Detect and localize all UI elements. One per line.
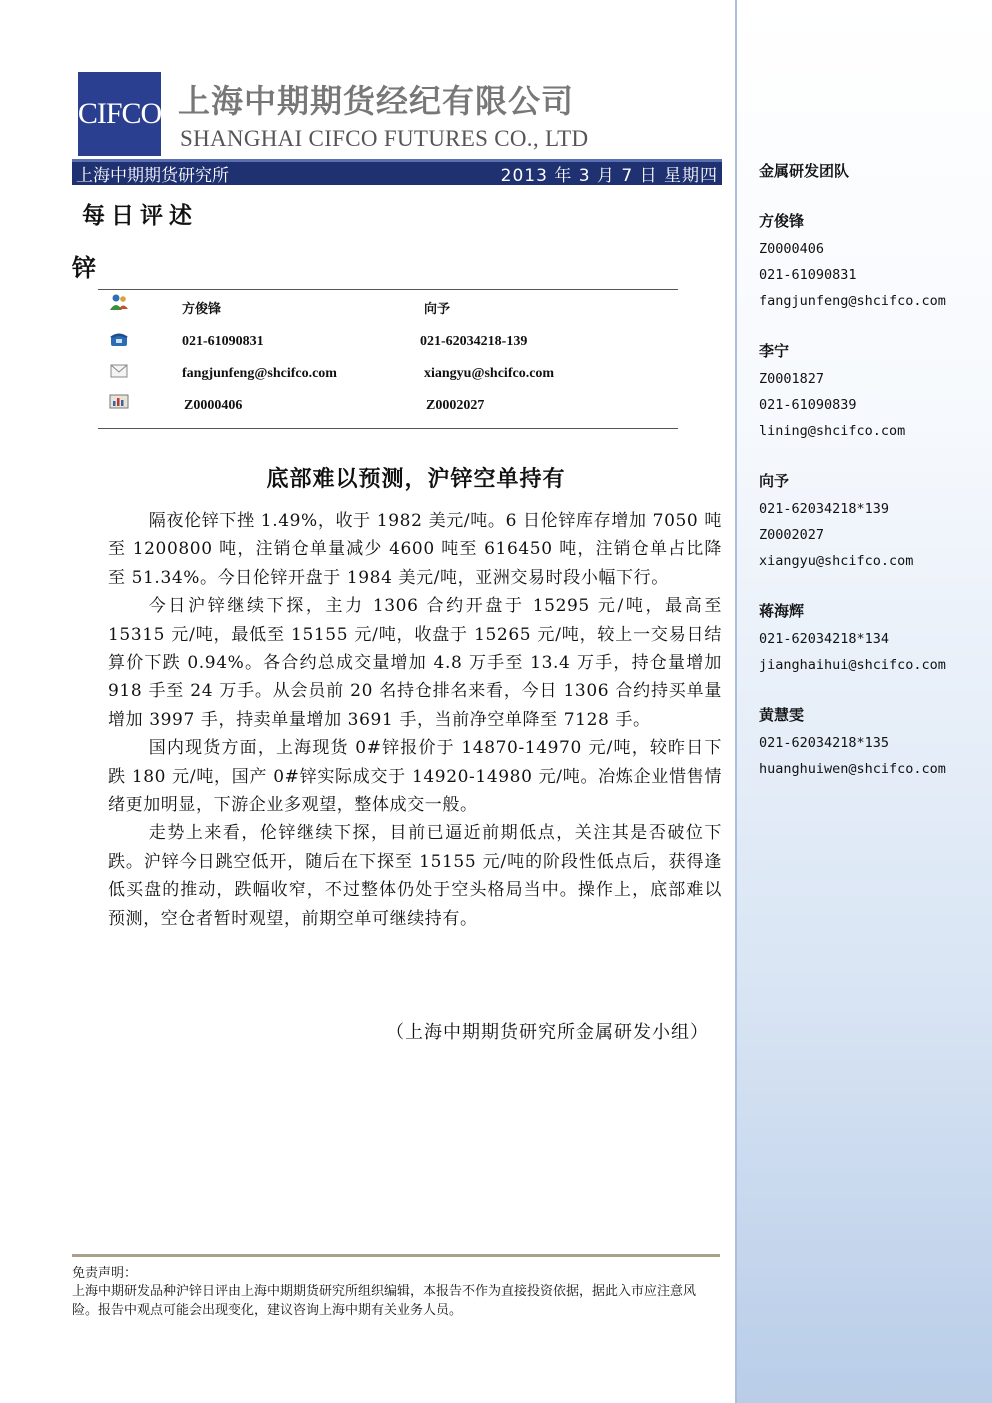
analyst-contacts [98,289,678,429]
product-title: 锌 [72,253,96,282]
analyst-phone: 021-62034218-139 [420,334,528,349]
team-member [759,468,913,574]
member-email[interactable]: jianghaihui@shcifco.com [759,657,946,673]
phone-icon [108,330,130,348]
member-license: Z0000406 [759,241,825,257]
member-license: Z0002027 [759,527,825,543]
team-member [759,338,905,444]
id-card-icon [108,392,130,410]
member-license: Z0001827 [759,371,825,387]
member-email[interactable]: fangjunfeng@shcifco.com [759,293,946,309]
header-banner [72,159,722,185]
member-phone: 021-61090839 [759,397,857,413]
member-phone: 021-62034218*139 [759,501,890,517]
person-icon [108,293,130,311]
article-paragraph: 国内现货方面，上海现货 0#锌报价于 14870-14970 元/吨，较昨日下跌 180 元/吨，国产 0#锌实际成交于 14920-14980 元/吨。冶炼企业惜售情绪更加明显，下游企业多观望，整体成交一般。 [108,738,722,816]
member-email[interactable]: xiangyu@shcifco.com [759,553,914,569]
disclaimer-text: 上海中期研发品种沪锌日评由上海中期期货研究所组织编辑，本报告不作为直接投资依据，据此入市应注意风险。报告中观点可能会出现变化，建议咨询上海中期有关业务人员。 [72,1284,697,1318]
article-signature: （上海中期期货研究所金属研发小组） [386,1022,709,1043]
member-name: 李宁 [759,342,790,360]
company-name-en: SHANGHAI CIFCO FUTURES CO., LTD [180,126,589,151]
team-member [759,208,946,314]
article-paragraph: 今日沪锌继续下探，主力 1306 合约开盘于 15295 元/吨，最高至 15315 元/吨，最低至 15155 元/吨，收盘于 15265 元/吨，较上一交易日结算价下跌 0.94%。各合约总成交量增加 4.8 万手至 13.4 万手，持仓量增加 918 手至 24 万手。从会员前 20 名持仓排名来看，今日 1306 合约持买单量增加 3997 手，持卖单量增加 3691 手，当前净空单降至 7128 手。 [108,596,722,730]
analyst-name: 方俊锋 [182,302,222,317]
member-name: 蒋海辉 [759,602,805,620]
article-paragraph: 隔夜伦锌下挫 1.49%，收于 1982 美元/吨。6 日伦锌库存增加 7050 吨至 1200800 吨，注销仓单量减少 4600 吨至 616450 吨，注销仓单占比降至 51.34%。今日伦锌开盘于 1984 美元/吨，亚洲交易时段小幅下行。 [108,511,722,588]
company-logo: CIFCO [78,72,161,156]
member-phone: 021-62034218*135 [759,735,890,751]
member-phone: 021-62034218*134 [759,631,890,647]
analyst-email[interactable]: xiangyu@shcifco.com [424,366,555,381]
member-email[interactable]: lining@shcifco.com [759,423,906,439]
analyst-phone: 021-61090831 [182,334,264,349]
member-email[interactable]: huanghuiwen@shcifco.com [759,761,946,777]
analyst-license: Z0002027 [426,398,485,413]
report-date: 2013 年 3 月 7 日 星期四 [500,166,718,186]
team-member [759,702,946,782]
article-paragraph: 走势上来看，伦锌继续下探，目前已逼近前期低点，关注其是否破位下跌。沪锌今日跳空低开，随后在下探至 15155 元/吨的阶段性低点后，获得逢低买盘的推动，跌幅收窄，不过整体仍处于空头格局当中。操作上，底部难以预测，空仓者暂时观望，前期空单可继续持有。 [108,823,722,929]
footer-divider [72,1254,720,1257]
article-title: 底部难以预测，沪锌空单持有 [266,467,566,492]
company-name-cn: 上海中期期货经纪有限公司 [178,82,575,120]
team-title: 金属研发团队 [759,162,850,180]
member-name: 方俊锋 [759,212,805,230]
section-title: 每日评述 [82,202,198,229]
analyst-email[interactable]: fangjunfeng@shcifco.com [182,366,337,381]
analyst-license: Z0000406 [184,398,243,413]
member-phone: 021-61090831 [759,267,857,283]
disclaimer-title: 免责声明： [72,1266,138,1281]
team-member [759,598,946,678]
mail-icon [108,362,130,380]
member-name: 黄慧雯 [759,706,805,724]
institute-name: 上海中期期货研究所 [76,166,229,186]
analyst-name: 向予 [424,302,451,317]
article-body [108,507,722,933]
member-name: 向予 [759,472,790,490]
team-sidebar [735,0,992,1403]
